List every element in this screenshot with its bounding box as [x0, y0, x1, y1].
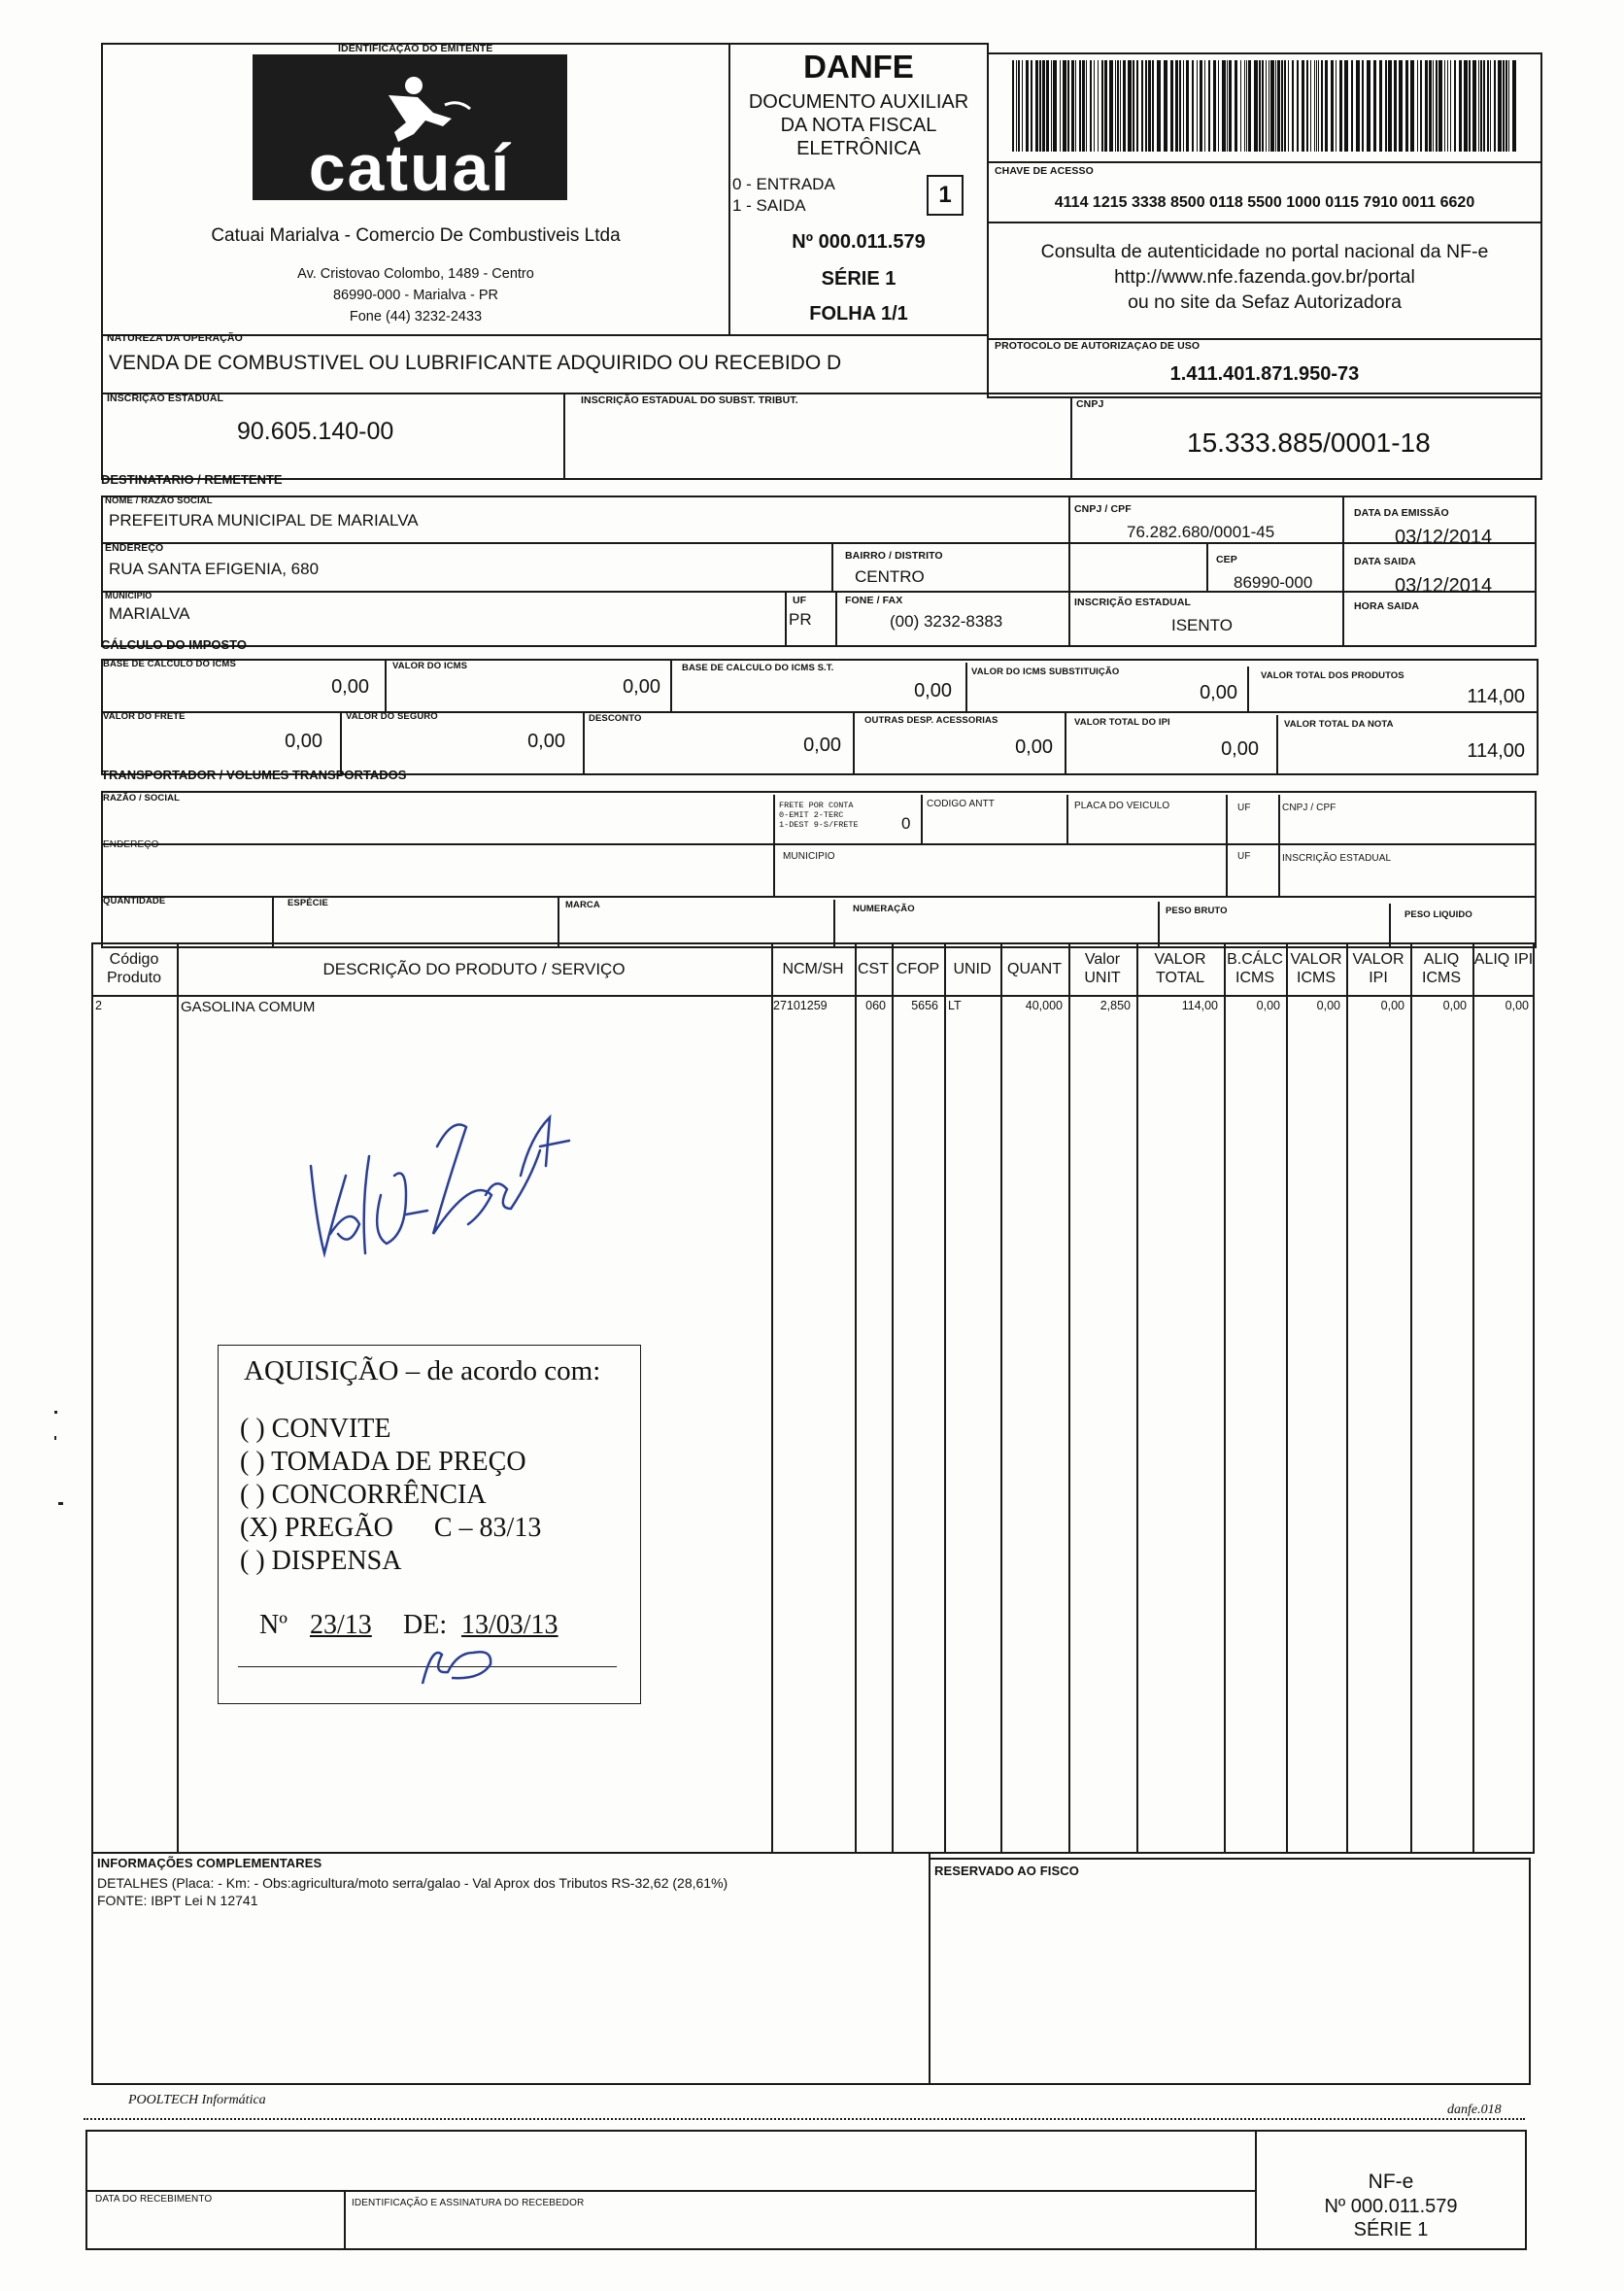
- total-prod-label: VALOR TOTAL DOS PRODUTOS: [1261, 670, 1404, 681]
- transp-municipio-label: MUNICIPIO: [783, 851, 835, 862]
- frete-line3: 1-DEST 9-S/FRETE: [779, 820, 859, 830]
- base-st-value: 0,00: [914, 680, 952, 701]
- numeracao-label: NUMERAÇÃO: [853, 904, 915, 914]
- dest-emissao: 03/12/2014: [1395, 527, 1493, 548]
- header-aipi: ALIQ IPI: [1473, 951, 1534, 968]
- transp-razao-label: RAZÃO / SOCIAL: [103, 793, 180, 804]
- cell-cst: 060: [865, 999, 886, 1012]
- info-line2: FONTE: IBPT Lei N 12741: [97, 1893, 258, 1908]
- dest-endereco-label: ENDEREÇO: [105, 542, 164, 554]
- dest-uf-label: UF: [793, 595, 807, 606]
- cell-descricao: GASOLINA COMUM: [181, 999, 316, 1015]
- fisco-label: RESERVADO AO FISCO: [934, 1864, 1079, 1878]
- handwritten-signature: [291, 1088, 602, 1282]
- stamp-opt2: ( ) TOMADA DE PREÇO: [240, 1447, 526, 1477]
- dest-emissao-label: DATA DA EMISSÃO: [1354, 507, 1449, 519]
- header-codigo: Código Produto: [106, 951, 162, 986]
- cell-vtotal: 114,00: [1181, 999, 1218, 1012]
- header-vtotal: VALOR TOTAL: [1154, 951, 1206, 986]
- transportador-section: TRANSPORTADOR / VOLUMES TRANSPORTADOS: [101, 768, 407, 782]
- base-st-label: BASE DE CALCULO DO ICMS S.T.: [682, 663, 834, 673]
- emitente-address2: 86990-000 - Marialva - PR: [332, 288, 499, 303]
- info-label: INFORMAÇÕES COMPLEMENTARES: [97, 1856, 322, 1870]
- stamp-data-prefix: DE:: [403, 1610, 448, 1640]
- cnpj-value: 15.333.885/0001-18: [1187, 427, 1431, 458]
- header-ncm: NCM/SH: [782, 961, 844, 977]
- ipi-label: VALOR TOTAL DO IPI: [1074, 717, 1170, 728]
- frete-line2: 0-EMIT 2-TERC: [779, 810, 844, 820]
- table-column-divider: [177, 942, 179, 1854]
- valor-st-value: 0,00: [1200, 682, 1237, 703]
- emitente-phone: Fone (44) 3232-2433: [349, 309, 483, 325]
- danfe-saida: 1 - SAIDA: [732, 196, 806, 215]
- cell-aipi: 0,00: [1505, 999, 1529, 1012]
- dest-cep: 86990-000: [1234, 573, 1313, 592]
- desconto-label: DESCONTO: [589, 713, 642, 724]
- stamp-title: AQUISIÇÃO – de acordo com:: [244, 1355, 601, 1386]
- ipi-value: 0,00: [1221, 738, 1259, 760]
- barcode: [1012, 60, 1517, 152]
- data-recebimento-label: DATA DO RECEBIMENTO: [95, 2194, 213, 2205]
- table-column-divider: [1068, 942, 1070, 1854]
- cell-cfop: 5656: [911, 999, 938, 1012]
- dest-cep-label: CEP: [1216, 554, 1237, 565]
- transp-cnpj-label: CNPJ / CPF: [1282, 803, 1336, 813]
- imposto-section: CÁLCULO DO IMPOSTO: [101, 637, 247, 652]
- valor-icms-value: 0,00: [623, 676, 660, 698]
- table-column-divider: [1286, 942, 1288, 1854]
- transp-ie-label: INSCRIÇÃO ESTADUAL: [1282, 853, 1392, 864]
- cell-quant: 40,000: [1025, 999, 1063, 1012]
- frete-value: 0: [901, 814, 911, 833]
- frete-label: VALOR DO FRETE: [103, 711, 186, 722]
- header-vipi: VALOR IPI: [1352, 951, 1404, 986]
- cell-vunit: 2,850: [1100, 999, 1131, 1012]
- header-aicms: ALIQ ICMS: [1422, 951, 1461, 986]
- dest-fone-label: FONE / FAX: [845, 595, 903, 606]
- company-logo: [253, 54, 567, 205]
- header-bcalc: B.CÁLC ICMS: [1227, 951, 1283, 986]
- danfe-tipo: 1: [927, 175, 964, 216]
- ie-st-label: INSCRIÇÃO ESTADUAL DO SUBST. TRIBUT.: [581, 394, 798, 406]
- valor-icms-label: VALOR DO ICMS: [392, 661, 468, 671]
- consulta-line1: Consulta de autenticidade no portal nacional da NF-e: [1040, 241, 1489, 262]
- acquisition-stamp: [218, 1345, 641, 1704]
- danfe-title: DANFE: [803, 49, 914, 85]
- cell-vipi: 0,00: [1380, 999, 1404, 1012]
- stamp-numero: 23/13: [310, 1610, 372, 1640]
- antt-label: CODIGO ANTT: [927, 799, 995, 809]
- valor-st-label: VALOR DO ICMS SUBSTITUIÇÃO: [971, 667, 1120, 677]
- protocolo-value: 1.411.401.871.950-73: [1169, 363, 1360, 385]
- dest-cnpj-label: CNPJ / CPF: [1074, 503, 1132, 515]
- ident-recebedor-label: IDENTIFICAÇÃO E ASSINATURA DO RECEBEDOR: [352, 2198, 585, 2208]
- peso-liquido-label: PESO LIQUIDO: [1404, 909, 1472, 920]
- chave-label: CHAVE DE ACESSO: [995, 165, 1094, 177]
- placa-label: PLACA DO VEICULO: [1074, 801, 1170, 811]
- table-column-divider: [1410, 942, 1412, 1854]
- margin-mark: [58, 1502, 63, 1505]
- table-column-divider: [1472, 942, 1474, 1854]
- dest-nome-label: NOME / RAZÃO SOCIAL: [105, 496, 213, 506]
- seguro-label: VALOR DO SEGURO: [346, 711, 438, 722]
- destinatario-section: DESTINATARIO / REMETENTE: [101, 472, 283, 487]
- table-column-divider: [1346, 942, 1348, 1854]
- stamp-initials: [413, 1629, 500, 1688]
- stamp-opt5: ( ) DISPENSA: [240, 1546, 402, 1576]
- especie-label: ESPÉCIE: [288, 898, 328, 908]
- frete-value: 0,00: [285, 731, 322, 752]
- emitente-address1: Av. Cristovao Colombo, 1489 - Centro: [297, 266, 534, 282]
- base-icms-value: 0,00: [331, 676, 369, 698]
- transp-uf-label: UF: [1237, 803, 1251, 813]
- stamp-opt1: ( ) CONVITE: [240, 1414, 391, 1444]
- cell-unid: LT: [948, 999, 962, 1012]
- header-descricao: DESCRIÇÃO DO PRODUTO / SERVIÇO: [322, 960, 626, 978]
- frete-line1: FRETE POR CONTA: [779, 801, 854, 810]
- cell-aicms: 0,00: [1442, 999, 1467, 1012]
- table-column-divider: [855, 942, 857, 1854]
- natureza-label: NATUREZA DA OPERAÇÃO: [107, 332, 243, 344]
- ie-value: 90.605.140-00: [237, 418, 394, 445]
- table-column-divider: [1000, 942, 1002, 1854]
- header-unid: UNID: [953, 961, 992, 977]
- footer-nfe: NF-e: [1368, 2171, 1414, 2193]
- table-column-divider: [1224, 942, 1226, 1854]
- cnpj-label: CNPJ: [1076, 398, 1104, 410]
- footer-serie: SÉRIE 1: [1353, 2219, 1429, 2240]
- transp-endereco-label: ENDEREÇO: [103, 839, 159, 850]
- footer-numero: Nº 000.011.579: [1324, 2196, 1458, 2217]
- margin-mark: [54, 1436, 56, 1440]
- danfe-subtitle1: DOCUMENTO AUXILIAR: [748, 91, 969, 113]
- info-line1: DETALHES (Placa: - Km: - Obs:agricultura/moto serra/galao - Val Aprox dos Tributos RS-32,62 (28,61%): [97, 1875, 728, 1891]
- margin-mark: [54, 1411, 57, 1414]
- transp-uf2-label: UF: [1237, 851, 1251, 862]
- natureza-value: VENDA DE COMBUSTIVEL OU LUBRIFICANTE ADQUIRIDO OU RECEBIDO D: [109, 352, 842, 374]
- marca-label: MARCA: [565, 900, 600, 910]
- stamp-opt4: (X) PREGÃO C – 83/13: [240, 1513, 542, 1543]
- total-prod-value: 114,00: [1467, 686, 1525, 707]
- footer-code: danfe.018: [1447, 2103, 1502, 2117]
- total-nota-label: VALOR TOTAL DA NOTA: [1284, 719, 1394, 730]
- header-cst: CST: [858, 961, 889, 977]
- cell-ncm: 27101259: [773, 999, 828, 1012]
- danfe-numero: Nº 000.011.579: [792, 231, 926, 253]
- danfe-subtitle2: DA NOTA FISCAL: [780, 115, 937, 136]
- dest-hora-label: HORA SAIDA: [1354, 600, 1420, 612]
- dest-uf: PR: [789, 610, 812, 629]
- frete-por-conta: [779, 801, 859, 830]
- seguro-value: 0,00: [527, 731, 565, 752]
- dest-bairro-label: BAIRRO / DISTRITO: [845, 550, 943, 562]
- peso-bruto-label: PESO BRUTO: [1166, 906, 1228, 916]
- header-cfop: CFOP: [896, 961, 940, 977]
- consulta-line3: ou no site da Sefaz Autorizadora: [1128, 291, 1402, 313]
- total-nota-value: 114,00: [1467, 740, 1525, 762]
- fisco-box: [929, 1858, 1531, 2085]
- chave-value: 4114 1215 3338 8500 0118 5500 1000 0115 7910 0011 6620: [1054, 194, 1475, 211]
- dest-cnpj: 76.282.680/0001-45: [1127, 523, 1275, 541]
- danfe-serie: SÉRIE 1: [821, 268, 897, 290]
- table-column-divider: [892, 942, 894, 1854]
- dest-bairro: CENTRO: [855, 567, 925, 586]
- header-quant: QUANT: [1007, 961, 1062, 977]
- dest-municipio: MARIALVA: [109, 604, 190, 623]
- table-column-divider: [944, 942, 946, 1854]
- table-column-divider: [771, 942, 773, 1854]
- emitente-name: Catuai Marialva - Comercio De Combustiveis Ltda: [211, 225, 621, 246]
- emitente-section-label: IDENTIFICAÇÃO DO EMITENTE: [338, 43, 493, 54]
- danfe-subtitle3: ELETRÔNICA: [796, 138, 921, 159]
- outras-label: OUTRAS DESP. ACESSORIAS: [864, 715, 998, 726]
- dest-saida-label: DATA SAIDA: [1354, 556, 1416, 567]
- outras-value: 0,00: [1015, 736, 1053, 758]
- dest-nome: PREFEITURA MUNICIPAL DE MARIALVA: [109, 511, 419, 530]
- stamp-opt3: ( ) CONCORRÊNCIA: [240, 1480, 487, 1510]
- stamp-numero-prefix: Nº: [259, 1610, 288, 1640]
- footer-dotted-rule: [84, 2118, 1525, 2120]
- dest-ie: ISENTO: [1171, 616, 1233, 634]
- stamp-data: 13/03/13: [461, 1610, 558, 1640]
- header-vicms: VALOR ICMS: [1290, 951, 1342, 986]
- dest-endereco: RUA SANTA EFIGENIA, 680: [109, 560, 320, 578]
- cell-bcalc: 0,00: [1256, 999, 1280, 1012]
- header-vunit: Valor UNIT: [1084, 951, 1121, 986]
- desconto-value: 0,00: [803, 735, 841, 756]
- ie-label: INSCRIÇÃO ESTADUAL: [107, 393, 224, 404]
- table-row: 2: [95, 999, 102, 1012]
- footer-brand: POOLTECH Informática: [128, 2093, 266, 2107]
- dest-municipio-label: MUNICIPIO: [105, 591, 152, 600]
- danfe-entrada: 0 - ENTRADA: [732, 175, 835, 193]
- consulta-line2: http://www.nfe.fazenda.gov.br/portal: [1114, 266, 1415, 288]
- table-column-divider: [1136, 942, 1138, 1854]
- logo-text: catuaí: [308, 131, 512, 205]
- danfe-folha: FOLHA 1/1: [809, 303, 908, 325]
- dest-ie-label: INSCRIÇÃO ESTADUAL: [1074, 597, 1192, 608]
- cell-vicms: 0,00: [1316, 999, 1340, 1012]
- base-icms-label: BASE DE CALCULO DO ICMS: [103, 659, 236, 669]
- dest-saida: 03/12/2014: [1395, 575, 1493, 597]
- protocolo-label: PROTOCOLO DE AUTORIZAÇAO DE USO: [995, 340, 1201, 352]
- dest-fone: (00) 3232-8383: [890, 612, 1003, 631]
- quantidade-label: QUANTIDADE: [103, 896, 166, 906]
